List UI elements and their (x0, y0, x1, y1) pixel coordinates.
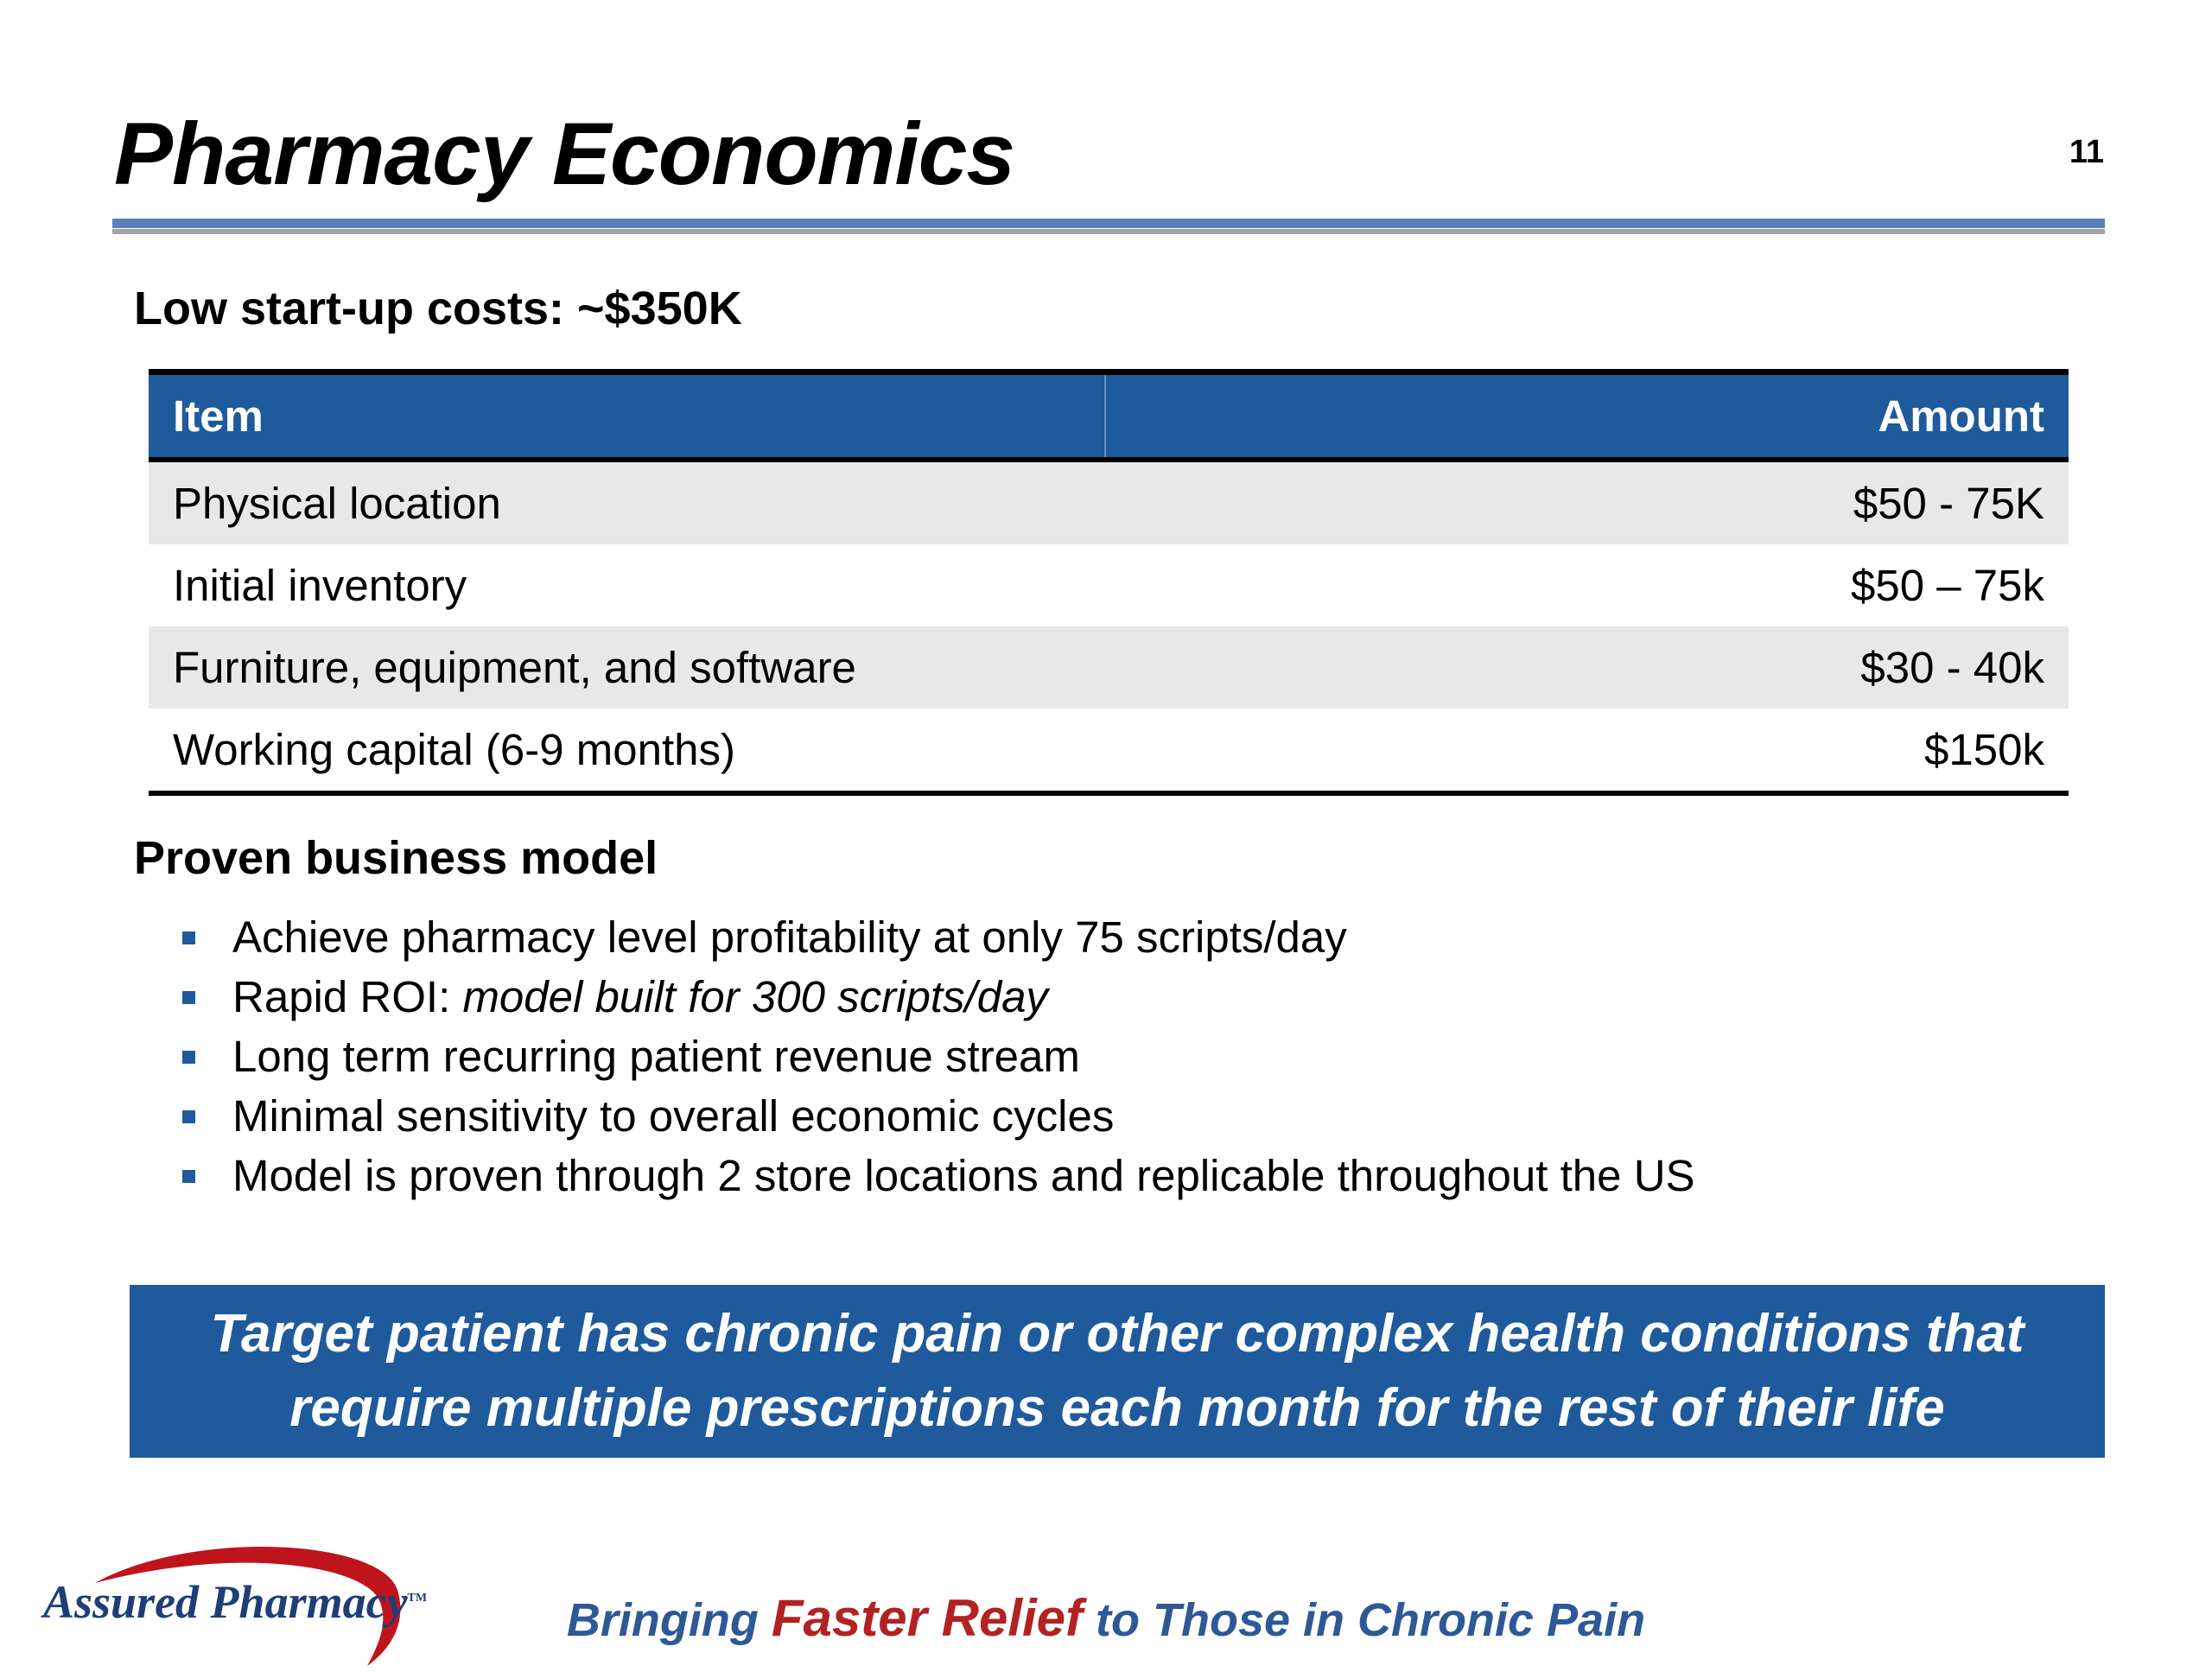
cell-amount: $30 - 40k (1860, 643, 2044, 692)
bullet-text: Rapid ROI: (232, 972, 463, 1021)
bullet-square-icon (182, 1170, 195, 1183)
list-item (177, 907, 1695, 967)
bullet-text: Long term recurring patient revenue stream (232, 1032, 1080, 1081)
list-item (177, 1086, 1695, 1146)
table-row (149, 460, 2069, 544)
bullet-square-icon (182, 1051, 195, 1064)
list-item (177, 1146, 1695, 1205)
bullet-text: Minimal sensitivity to overall economic cycles (232, 1091, 1115, 1141)
tagline-text: Bringing (566, 1594, 772, 1646)
bullet-square-icon (182, 931, 195, 944)
cell-item: Working capital (6-9 months) (173, 725, 735, 774)
business-model-list (177, 907, 1695, 1205)
bullet-text-italic: model built for 300 scripts/day (462, 972, 1048, 1021)
bullet-square-icon (182, 991, 195, 1004)
title-divider (112, 219, 2105, 228)
table-row (149, 544, 2069, 626)
startup-cost-table (149, 369, 2069, 796)
slide-number: 11 (2069, 134, 2104, 170)
callout-line: require multiple prescriptions each month for the rest of their life (289, 1378, 1945, 1438)
bullet-text: Achieve pharmacy level profitability at only 75 scripts/day (232, 912, 1347, 962)
startup-costs-heading: Low start-up costs: ~$350K (134, 283, 742, 334)
table-row (149, 626, 2069, 709)
bullet-square-icon (182, 1110, 195, 1123)
cell-amount: $150k (1924, 725, 2044, 774)
cell-amount: $50 – 75k (1850, 561, 2044, 610)
tagline-text: to Those in Chronic Pain (1083, 1594, 1646, 1646)
callout-line: Target patient has chronic pain or other complex health conditions that (210, 1304, 2024, 1364)
slide-title: Pharmacy Economics (114, 105, 1015, 203)
list-item (177, 967, 1695, 1027)
list-item (177, 1027, 1695, 1086)
column-header-item: Item (149, 372, 1105, 461)
cell-item: Initial inventory (173, 561, 467, 610)
cell-item: Furniture, equipment, and software (173, 643, 856, 692)
column-header-amount: Amount (1105, 372, 2069, 461)
target-patient-callout (130, 1285, 2105, 1458)
table-header-row (149, 372, 2069, 461)
logo-wordmark: Assured Pharmacy™ (43, 1576, 428, 1628)
business-model-heading: Proven business model (134, 832, 658, 884)
table-row (149, 709, 2069, 793)
footer-tagline (0, 1588, 2212, 1648)
tagline-highlight: Faster Relief (771, 1589, 1084, 1647)
title-divider-shadow (112, 229, 2105, 234)
cell-amount: $50 - 75K (1853, 479, 2044, 528)
cell-item: Physical location (173, 479, 501, 528)
bullet-text: Model is proven through 2 store locations and replicable throughout the US (232, 1151, 1695, 1200)
